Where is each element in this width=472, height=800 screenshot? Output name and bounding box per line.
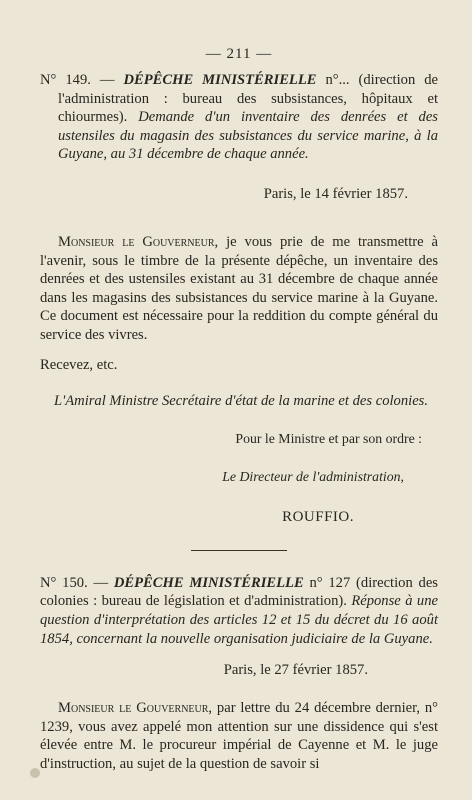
entry-150-ref: n° 127 (direction des colonies : bureau de législation et d'administration).	[40, 574, 438, 610]
entry-149-number: N° 149. —	[40, 72, 115, 88]
entry-149-salutation: Monsieur le Gouverneur,	[58, 233, 219, 250]
entry-150-title: DÉPÊCHE MINISTÉRIELLE	[113, 574, 304, 591]
paper-stain	[30, 768, 40, 778]
entry-150-body	[40, 699, 438, 773]
entry-149-ref: n°... (direction de l'administration : bureau des subsistances, hôpitaux et chiourmes).	[58, 72, 438, 126]
entry-149-signature: L'Amiral Ministre Secrétaire d'état de la marine et des colonies.	[54, 393, 428, 410]
entry-149-order-line: Pour le Ministre et par son ordre :	[235, 430, 422, 446]
entry-150-number: N° 150. —	[40, 574, 109, 591]
entry-150-date: Paris, le 27 février 1857.	[223, 662, 368, 679]
entry-149-date: Paris, le 14 février 1857.	[263, 185, 408, 202]
entry-149-text: je vous prie de me transmettre à l'avenir, sous le timbre de la présente dépêche, un inventaire des denrées et des ustensiles existant au 31 décembre de chaque année dans les magasins des subsistances du service marine à la Guyane. Ce document est nécessaire pour la reddition du compte général du service des vivres.	[40, 233, 438, 343]
entry-149-title: DÉPÊCHE MINISTÉRIELLE	[123, 72, 317, 88]
entry-149	[40, 71, 438, 526]
entry-149-signer: ROUFFIO.	[282, 508, 354, 525]
entry-149-summary: Demande d'un inventaire des denrées et des ustensiles du magasin des subsistances du service marine, à la Guyane, au 31 décembre de chaque année.	[58, 109, 438, 163]
entry-150-header	[40, 574, 438, 648]
entry-150	[40, 574, 438, 774]
entry-149-closing: Recevez, etc.	[40, 356, 118, 373]
entry-149-header	[40, 71, 438, 164]
entry-149-body	[40, 233, 438, 345]
entry-149-director-line: Le Directeur de l'administration,	[222, 468, 404, 484]
entry-150-text: par lettre du 24 décembre dernier, n° 1239, vous avez appelé mon attention sur une dissidence qui s'est élevée entre M. le procureur impérial de Cayenne et M. le juge d'instruction, au sujet de la question de savoir si	[40, 700, 439, 772]
entry-150-summary: Réponse à une question d'interprétation des articles 12 et 15 du décret du 16 août 1854, concernant la nouvelle organisation judiciaire de la Guyane.	[40, 593, 438, 647]
page-number: — 211 —	[205, 46, 273, 62]
section-divider	[191, 550, 287, 551]
entry-150-salutation: Monsieur le Gouverneur,	[58, 700, 213, 717]
